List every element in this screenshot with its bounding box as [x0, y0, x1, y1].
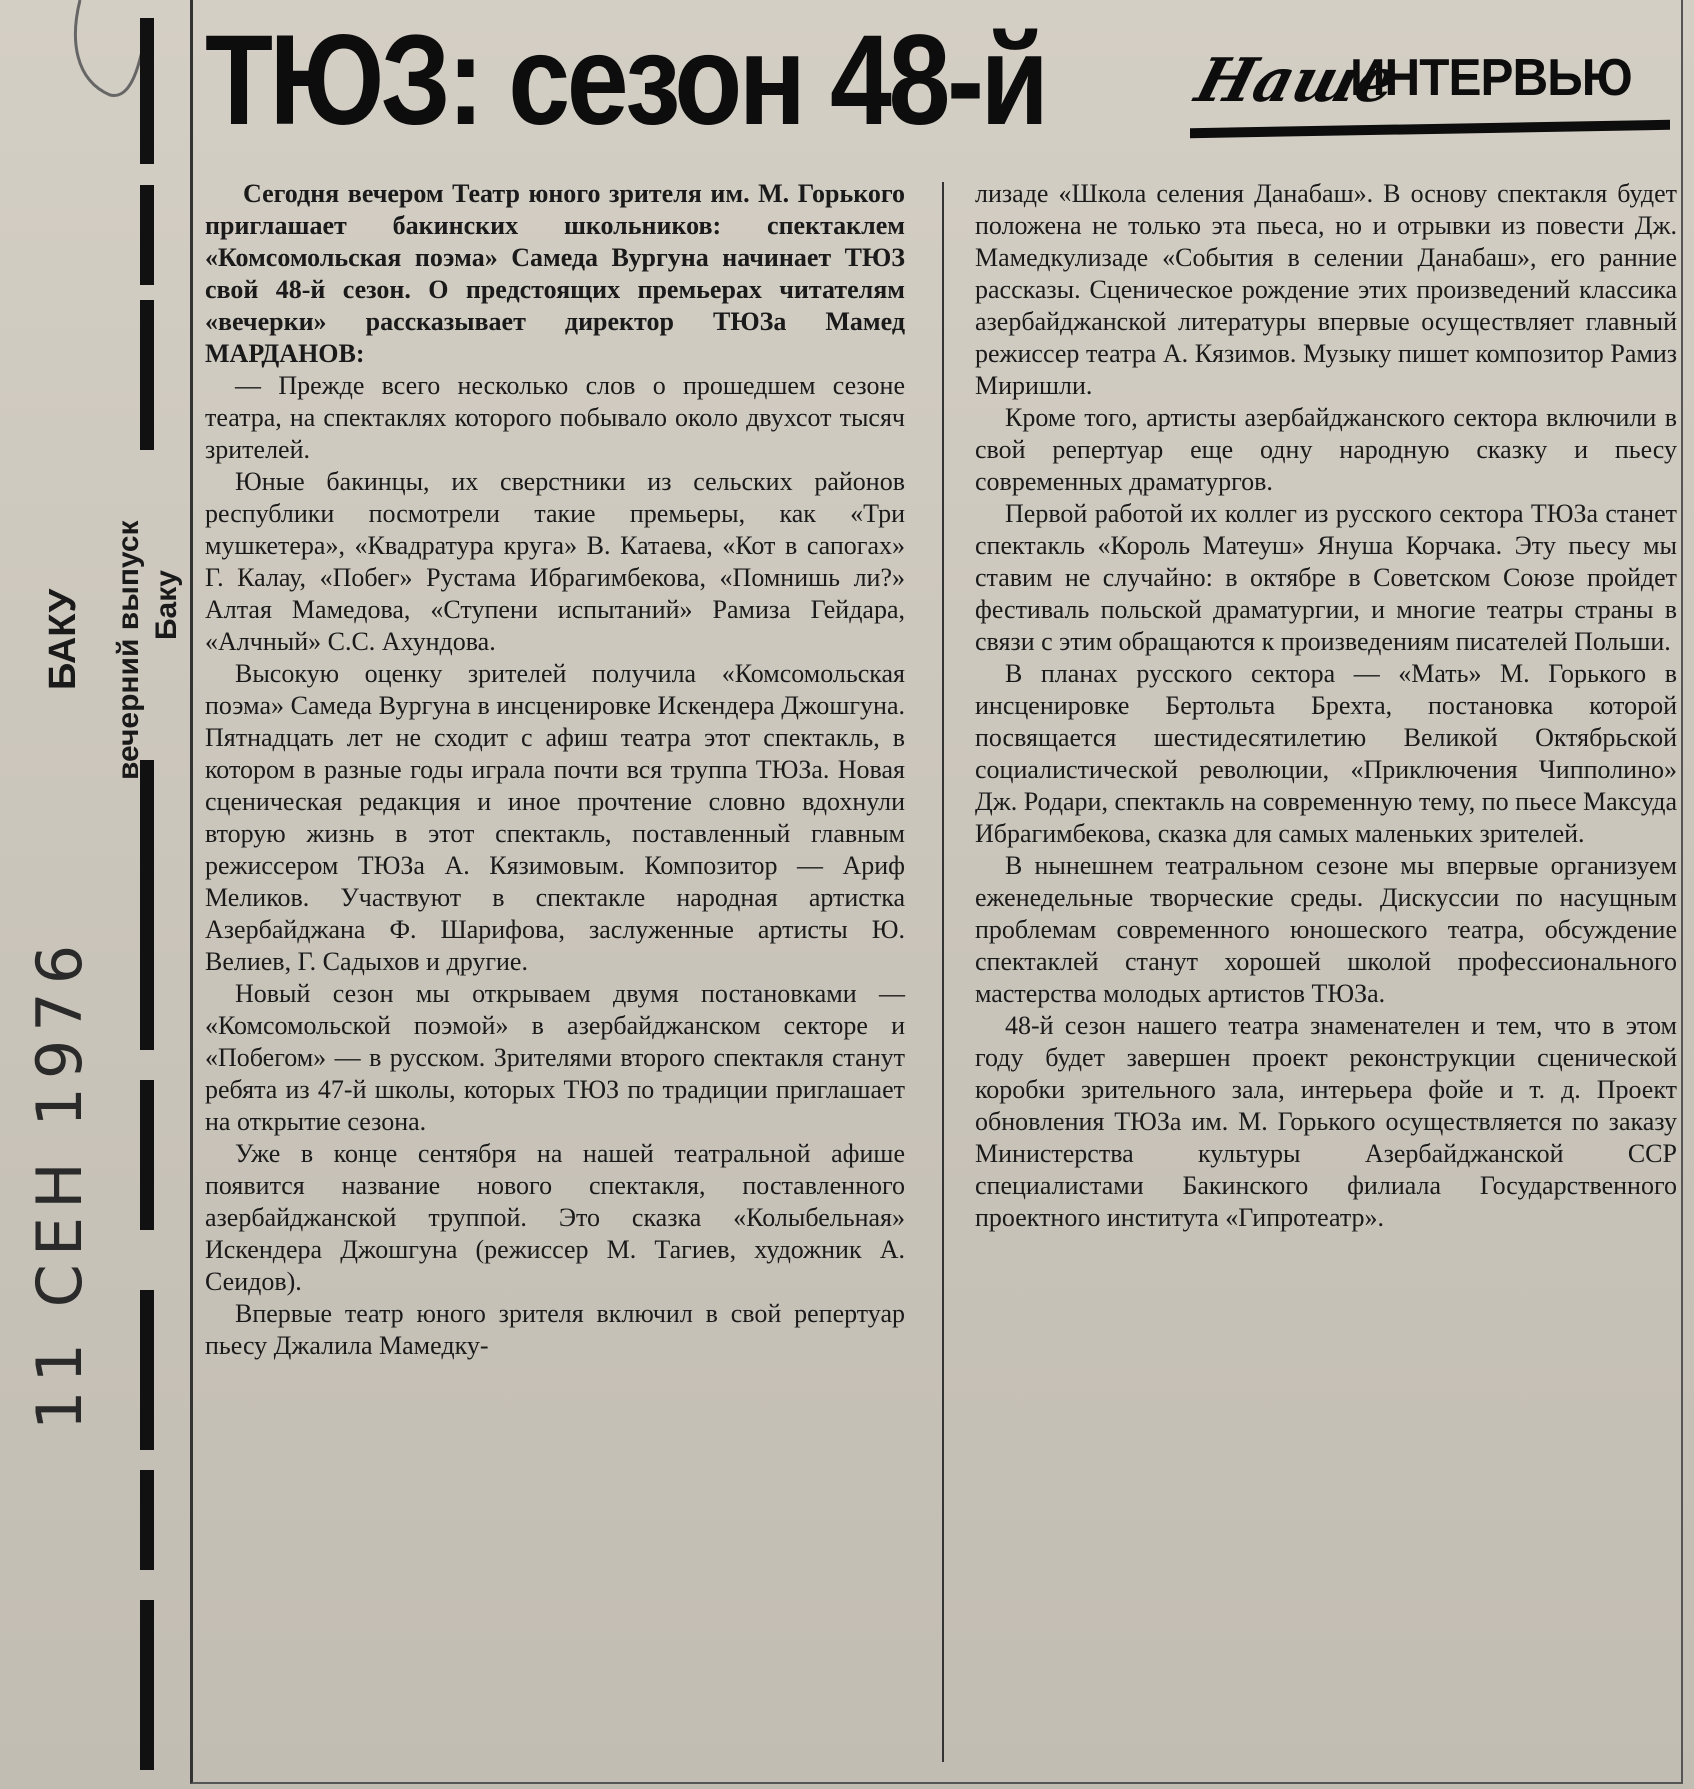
- body-paragraph: Первой работой их коллег из русского сектора ТЮЗа станет спектакль «Король Матеуш» Януша Корчака. Эту пьесу мы ставим не случайно: в октябре в Советском Союзе пройдет фестиваль польской драматургии, и многие театры страны в связи с этим обращаются к произведениям писателей Польши.: [975, 499, 1677, 656]
- source-city-small-label: Баку: [150, 570, 183, 640]
- rubric-script: Наше: [1188, 46, 1405, 116]
- margin-bar: [140, 760, 154, 1050]
- rubric-underline: [1190, 120, 1670, 138]
- rubric-banner: [1190, 40, 1680, 140]
- body-paragraph: Кроме того, артисты азербайджанского сектора включили в свой репертуар еще одну народную сказку и пьесу современных драматургов.: [975, 403, 1677, 496]
- lead-paragraph: Сегодня вечером Театр юного зрителя им. М. Горького приглашает бакинских школьников: спектаклем «Комсомольская поэма» Самеда Вургуна начинает ТЮЗ свой 48-й сезон. О предстоящих премьерах читателям «вечерки» рассказывает директор ТЮЗа Мамед МАРДАНОВ:: [205, 179, 905, 368]
- body-paragraph: Высокую оценку зрителей получила «Комсомольская поэма» Самеда Вургуна в инсценировке Искендера Джошгуна. Пятнадцать лет не сходит с афиш театра этот спектакль, в котором в разные годы играла почти вся труппа ТЮЗа. Новая сценическая редакция и иное прочтение словно вдохнули вторую жизнь в этот спектакль, поставленный главным режиссером ТЮЗа А. Кязимовым. Композитор — Ариф Меликов. Участвуют в спектакле народная артистка Азербайджана Ф. Шарифова, заслуженные артисты Ю. Велиев, Г. Садыхов и другие.: [205, 659, 905, 976]
- margin-bar: [140, 18, 154, 164]
- rubric-word: ИНТЕРВЬЮ: [1350, 49, 1632, 107]
- source-city-label: БАКУ: [42, 588, 84, 690]
- date-stamp: 11 СЕН 1976: [23, 936, 96, 1430]
- continued-paragraph: лизаде «Школа селения Данабаш». В основу спектакля будет положена не только эта пьеса, но и отрывки из повести Дж. Мамедкулизаде «События в селении Данабаш», его ранние рассказы. Сценическое рождение этих произведений классика азербайджанской литературы впервые осуществляет главный режиссер театра А. Кязимов. Музыку пишет композитор Рамиз Миришли.: [975, 179, 1677, 400]
- body-paragraph: — Прежде всего несколько слов о прошедшем сезоне театра, на спектаклях которого побывало около двухсот тысяч зрителей.: [205, 371, 905, 464]
- article-column-1: [205, 178, 905, 1362]
- margin-bar: [140, 300, 154, 450]
- body-paragraph: В нынешнем театральном сезоне мы впервые организуем еженедельные творческие среды. Дискуссии по насущным проблемам современного юношеского театра, обсуждение спектаклей станут хорошей школой профессионального мастерства молодых артистов ТЮЗа.: [975, 851, 1677, 1008]
- body-paragraph: В планах русского сектора — «Мать» М. Горького в инсценировке Бертольта Брехта, постановка которой посвящается шестидесятилетию Великой Октябрьской социалистической революции, «Приключения Чипполино» Дж. Родари, спектакль на современную тему, по пьесе Максуда Ибрагимбекова, сказка для самых маленьких зрителей.: [975, 659, 1677, 848]
- margin-bar: [140, 1600, 154, 1770]
- body-paragraph: Новый сезон мы открываем двумя постановками — «Комсомольской поэмой» в азербайджанском секторе и «Побегом» — в русском. Зрителями второго спектакля станут ребята из 47-й школы, которых ТЮЗ по традиции приглашает на открытие сезона.: [205, 979, 905, 1136]
- margin-bar: [140, 1470, 154, 1570]
- clipping-margin: [0, 0, 190, 1789]
- article-column-2: [975, 178, 1677, 1234]
- article-headline: ТЮЗ: сезон 48-й: [205, 9, 1046, 152]
- margin-bar: [140, 1080, 154, 1230]
- body-paragraph: Уже в конце сентября на нашей театральной афише появится название нового спектакля, поставленного азербайджанской труппой. Это сказка «Колыбельная» Искендера Джошгуна (режиссер М. Тагиев, художник А. Сеидов).: [205, 1139, 905, 1296]
- body-paragraph: Впервые театр юного зрителя включил в свой репертуар пьесу Джалила Мамедку-: [205, 1299, 905, 1360]
- margin-bar: [140, 1290, 154, 1450]
- body-paragraph: 48-й сезон нашего театра знаменателен и тем, что в этом году будет завершен проект реконструкции сценической коробки зрительного зала, интерьера фойе и т. д. Проект обновления ТЮЗа им. М. Горького осуществляется по заказу Министерства культуры Азербайджанской ССР специалистами Бакинского филиала Государственного проектного института «Гипротеатр».: [975, 1011, 1677, 1232]
- source-issue-label: вечерний выпуск: [112, 520, 145, 780]
- body-paragraph: Юные бакинцы, их сверстники из сельских районов республики посмотрели такие премьеры, как «Три мушкетера», «Квадратура круга» В. Катаева, «Кот в сапогах» Г. Калау, «Побег» Рустама Ибрагимбекова, «Помнишь ли?» Алтая Мамедова, «Ступени испытаний» Рамиза Гейдара, «Алчный» С.С. Ахундова.: [205, 467, 905, 656]
- margin-bar: [140, 185, 154, 285]
- column-divider: [942, 182, 944, 1762]
- article-lead: [205, 178, 905, 370]
